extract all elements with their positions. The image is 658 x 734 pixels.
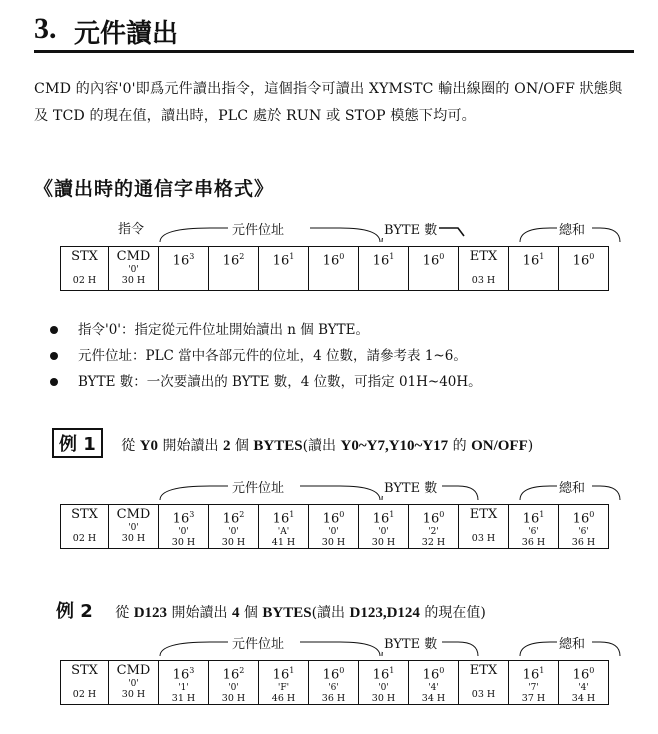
cell-header: ETX [469, 663, 498, 678]
cell-hex [359, 279, 408, 290]
frame-cell [109, 505, 159, 549]
cell-hex: 02 H [72, 533, 97, 544]
cell-char [459, 266, 508, 275]
frame-cell [409, 661, 459, 705]
example-1-table [60, 504, 609, 549]
note-text: 元件位址：PLC 當中各部元件的位址，4 位數，請參考表 1~6。 [78, 348, 467, 364]
cell-hex [409, 279, 458, 290]
frame-row [61, 505, 609, 549]
cell-header: $16^0$ [322, 510, 345, 527]
cell-char: 'F' [277, 683, 290, 694]
example-2-frame [60, 628, 622, 718]
bullet-icon [50, 378, 58, 386]
frame-cell [559, 505, 609, 549]
cell-header: $16^1$ [272, 666, 295, 683]
byte-count-label: BYTE 數 [382, 633, 439, 652]
frame-cell [159, 505, 209, 549]
cell-char: '4' [428, 683, 439, 694]
cell-hex: 37 H [521, 693, 546, 705]
checksum-label: 總和 [557, 477, 587, 496]
cell-header: CMD [116, 663, 151, 678]
cell-header: $16^0$ [572, 666, 595, 683]
example-1-frame [60, 472, 622, 562]
cell-char [459, 524, 508, 533]
cell-hex: 30 H [121, 275, 146, 286]
checksum-label: 總和 [557, 219, 587, 238]
frame-cell [259, 247, 309, 291]
example-tag: 例 2 [56, 601, 93, 622]
cell-hex: 02 H [72, 689, 97, 700]
cell-header: $16^3$ [172, 252, 195, 269]
bullet-icon [50, 326, 58, 334]
cell-header: $16^1$ [372, 510, 395, 527]
cell-header: $16^1$ [272, 510, 295, 527]
cell-char [309, 270, 358, 279]
cell-header: CMD [116, 249, 151, 264]
cell-char: '1' [178, 683, 189, 694]
note-text: BYTE 數：一次要讀出的 BYTE 數，4 位數，可指定 01H~40H。 [78, 374, 482, 390]
cell-hex: 03 H [471, 533, 496, 544]
format-heading: 《讀出時的通信字串格式》 [34, 178, 275, 200]
cell-header: $16^2$ [222, 252, 245, 269]
cell-char: '0' [228, 683, 239, 694]
address-label: 元件位址 [230, 633, 286, 652]
cell-char: '6' [328, 683, 339, 694]
frame-cell [61, 505, 109, 549]
frame-cell [459, 247, 509, 291]
cell-header: $16^0$ [322, 666, 345, 683]
format-table [60, 246, 609, 291]
cell-hex: 31 H [171, 693, 196, 705]
cell-char [61, 266, 108, 275]
byte-count-label: BYTE 數 [382, 477, 439, 496]
address-label: 元件位址 [230, 477, 286, 496]
cell-header: $16^1$ [372, 666, 395, 683]
cell-header: $16^0$ [422, 510, 445, 527]
cell-char: '0' [128, 523, 139, 533]
cell-char: '0' [128, 265, 139, 275]
cell-header: $16^1$ [522, 666, 545, 683]
cell-char: '6' [578, 527, 589, 538]
frame-cell [509, 661, 559, 705]
frame-cell [109, 247, 159, 291]
cell-header: ETX [469, 249, 498, 264]
frame-cell [459, 505, 509, 549]
cell-char [559, 270, 608, 279]
frame-cell [209, 505, 259, 549]
cell-char [61, 524, 108, 533]
checksum-label: 總和 [557, 633, 587, 652]
cell-char [159, 270, 208, 279]
cell-hex: 03 H [471, 689, 496, 700]
example-1-title [52, 428, 533, 458]
section-heading [34, 10, 634, 53]
cell-char: 'A' [277, 527, 290, 538]
cell-hex: 30 H [121, 533, 146, 544]
frame-cell [259, 661, 309, 705]
example-2-title [52, 597, 486, 623]
cell-hex: 34 H [571, 693, 596, 705]
cell-char: '4' [578, 683, 589, 694]
section-number: 3. [34, 12, 57, 45]
cell-hex: 30 H [221, 537, 246, 549]
cell-header: ETX [469, 507, 498, 522]
frame-cell [359, 661, 409, 705]
cell-header: $16^1$ [372, 252, 395, 269]
cell-header: $16^0$ [572, 510, 595, 527]
cell-char: '0' [328, 527, 339, 538]
frame-cell [409, 247, 459, 291]
frame-cell [509, 505, 559, 549]
command-label: 指令 [116, 218, 146, 237]
frame-cell [209, 661, 259, 705]
byte-count-label: BYTE 數 [382, 219, 439, 238]
cell-hex: 30 H [121, 689, 146, 700]
section-title: 元件讀出 [74, 19, 179, 49]
example-description: 從 Y0 開始讀出 2 個 BYTES(讀出 Y0~Y7,Y10~Y17 的 ON/OFF) [121, 438, 534, 454]
cell-char: '0' [128, 679, 139, 689]
frame-cell [559, 247, 609, 291]
frame-cell [259, 505, 309, 549]
cell-char [209, 270, 258, 279]
cell-header: $16^2$ [222, 666, 245, 683]
cell-header: CMD [116, 507, 151, 522]
cell-hex [259, 279, 308, 290]
frame-cell [559, 661, 609, 705]
cell-hex [159, 279, 208, 290]
cell-hex: 02 H [72, 275, 97, 286]
cell-hex: 30 H [221, 693, 246, 705]
format-frame [60, 214, 622, 304]
cell-char [259, 270, 308, 279]
note-text: 指令'0'：指定從元件位址開始讀出 n 個 BYTE。 [78, 322, 370, 338]
cell-char [509, 270, 558, 279]
cell-char: '2' [428, 527, 439, 538]
cell-header: $16^0$ [422, 666, 445, 683]
frame-cell [159, 247, 209, 291]
bullet-icon [50, 352, 58, 360]
frame-cell [459, 661, 509, 705]
cell-header: $16^3$ [172, 666, 195, 683]
cell-hex: 30 H [171, 537, 196, 549]
intro-paragraph: CMD 的內容'0'即爲元件讀出指令，這個指令可讀出 XYMSTC 輸出線圈的 ON/OFF 狀態與及 TCD 的現在值，讀出時，PLC 處於 RUN 或 STOP 模態下均可。 [34, 81, 623, 124]
address-label: 元件位址 [230, 219, 286, 238]
frame-cell [61, 247, 109, 291]
frame-row [61, 661, 609, 705]
cell-char: '0' [378, 683, 389, 694]
example-2-table [60, 660, 609, 705]
frame-cell [309, 247, 359, 291]
cell-hex: 30 H [371, 537, 396, 549]
cell-hex [309, 279, 358, 290]
cell-header: $16^0$ [572, 252, 595, 269]
frame-cell [159, 661, 209, 705]
example-tag: 例 1 [52, 428, 103, 458]
frame-cell [359, 505, 409, 549]
cell-char [359, 270, 408, 279]
frame-cell [109, 661, 159, 705]
cell-header: STX [71, 507, 98, 522]
cell-char: '0' [178, 527, 189, 538]
cell-char: '7' [528, 683, 539, 694]
cell-char [459, 680, 508, 689]
cell-header: $16^0$ [422, 252, 445, 269]
cell-header: $16^1$ [272, 252, 295, 269]
cell-hex [559, 279, 608, 290]
cell-header: $16^1$ [522, 510, 545, 527]
cell-hex: 36 H [571, 537, 596, 549]
cell-header: $16^3$ [172, 510, 195, 527]
cell-char [409, 270, 458, 279]
frame-cell [61, 661, 109, 705]
cell-char: '0' [228, 527, 239, 538]
cell-hex: 41 H [271, 537, 296, 549]
cell-hex: 46 H [271, 693, 296, 705]
cell-header: STX [71, 663, 98, 678]
cell-hex: 30 H [371, 693, 396, 705]
cell-hex: 30 H [321, 537, 346, 549]
list-item [50, 343, 630, 369]
cell-header: $16^2$ [222, 510, 245, 527]
frame-cell [309, 505, 359, 549]
list-item [50, 317, 630, 343]
cell-hex [509, 279, 558, 290]
frame-cell [209, 247, 259, 291]
cell-header: STX [71, 249, 98, 264]
cell-hex: 36 H [321, 693, 346, 705]
cell-header: $16^0$ [322, 252, 345, 269]
frame-row [61, 247, 609, 291]
example-description: 從 D123 開始讀出 4 個 BYTES(讀出 D123,D124 的現在值) [115, 605, 486, 621]
frame-cell [359, 247, 409, 291]
frame-cell [309, 661, 359, 705]
list-item [50, 369, 630, 395]
cell-hex: 36 H [521, 537, 546, 549]
cell-char [61, 680, 108, 689]
cell-char: '0' [378, 527, 389, 538]
frame-cell [409, 505, 459, 549]
cell-hex [209, 279, 258, 290]
cell-char: '6' [528, 527, 539, 538]
cell-hex: 03 H [471, 275, 496, 286]
cell-hex: 34 H [421, 693, 446, 705]
cell-hex: 32 H [421, 537, 446, 549]
cell-header: $16^1$ [522, 252, 545, 269]
frame-cell [509, 247, 559, 291]
notes-list [50, 317, 630, 395]
